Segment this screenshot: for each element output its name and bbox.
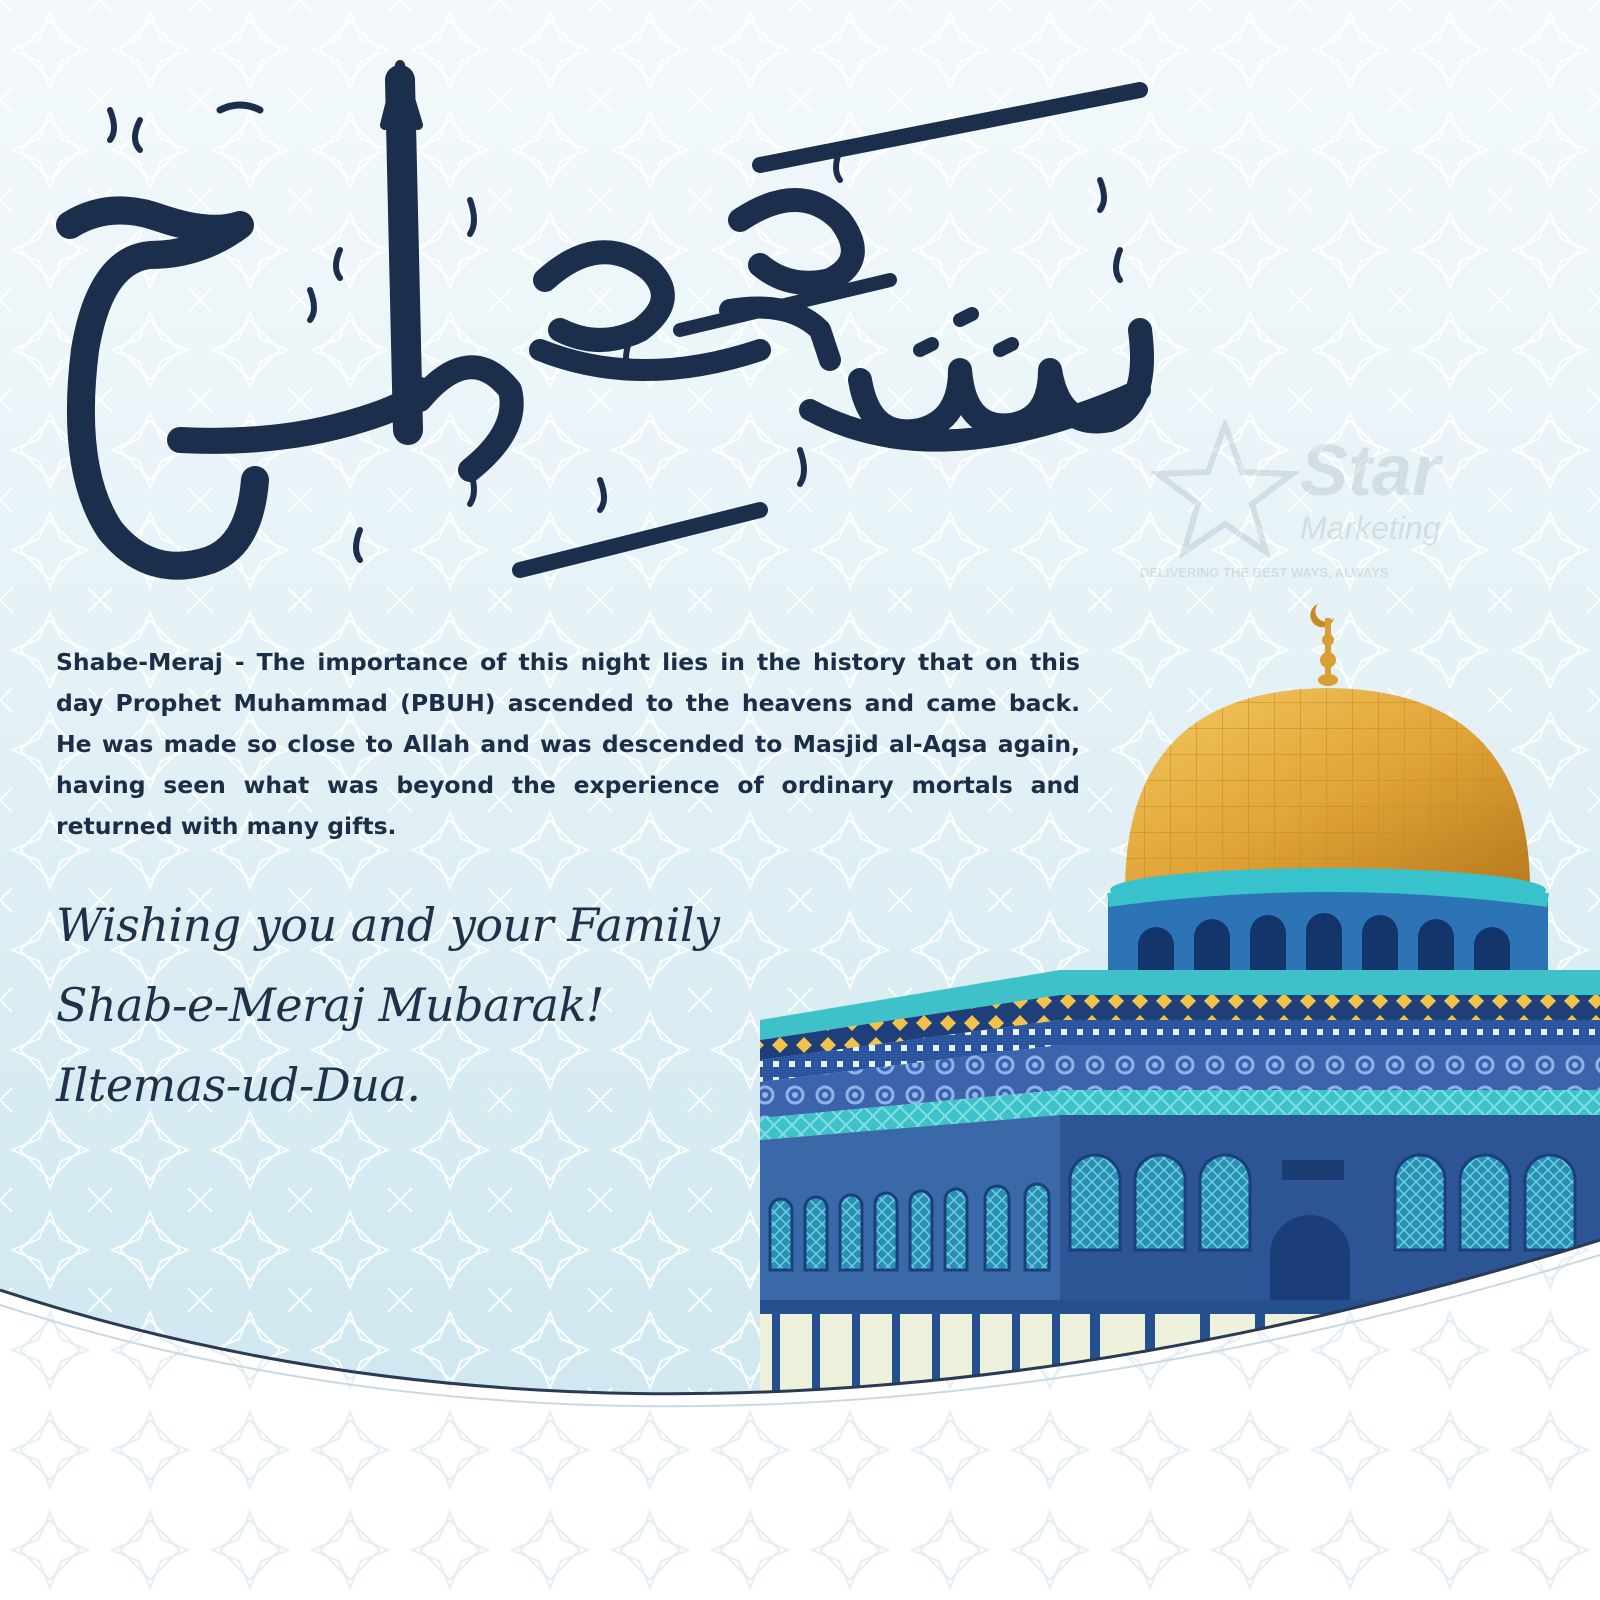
greeting-line-2: Shab-e-Meraj Mubarak! — [56, 978, 604, 1032]
greeting-line-3: Iltemas-ud-Dua. — [56, 1058, 421, 1112]
description-paragraph: Shabe-Meraj - The importance of this night lies in the history that on this day Prophet Muhammad (PBUH) ascended to the heavens and came back. He was made so close to Allah and was descended to Masjid al-Aqsa again, having seen what was beyond the experience of ordinary mortals and returned with many gifts. — [56, 648, 1080, 840]
brand-name: Star — [1300, 431, 1441, 511]
brand-tagline: DELIVERING THE BEST WAYS, ALWAYS — [1140, 565, 1389, 580]
brand-sub: Marketing — [1300, 510, 1441, 546]
greeting-line-1: Wishing you and your Family — [56, 898, 720, 952]
